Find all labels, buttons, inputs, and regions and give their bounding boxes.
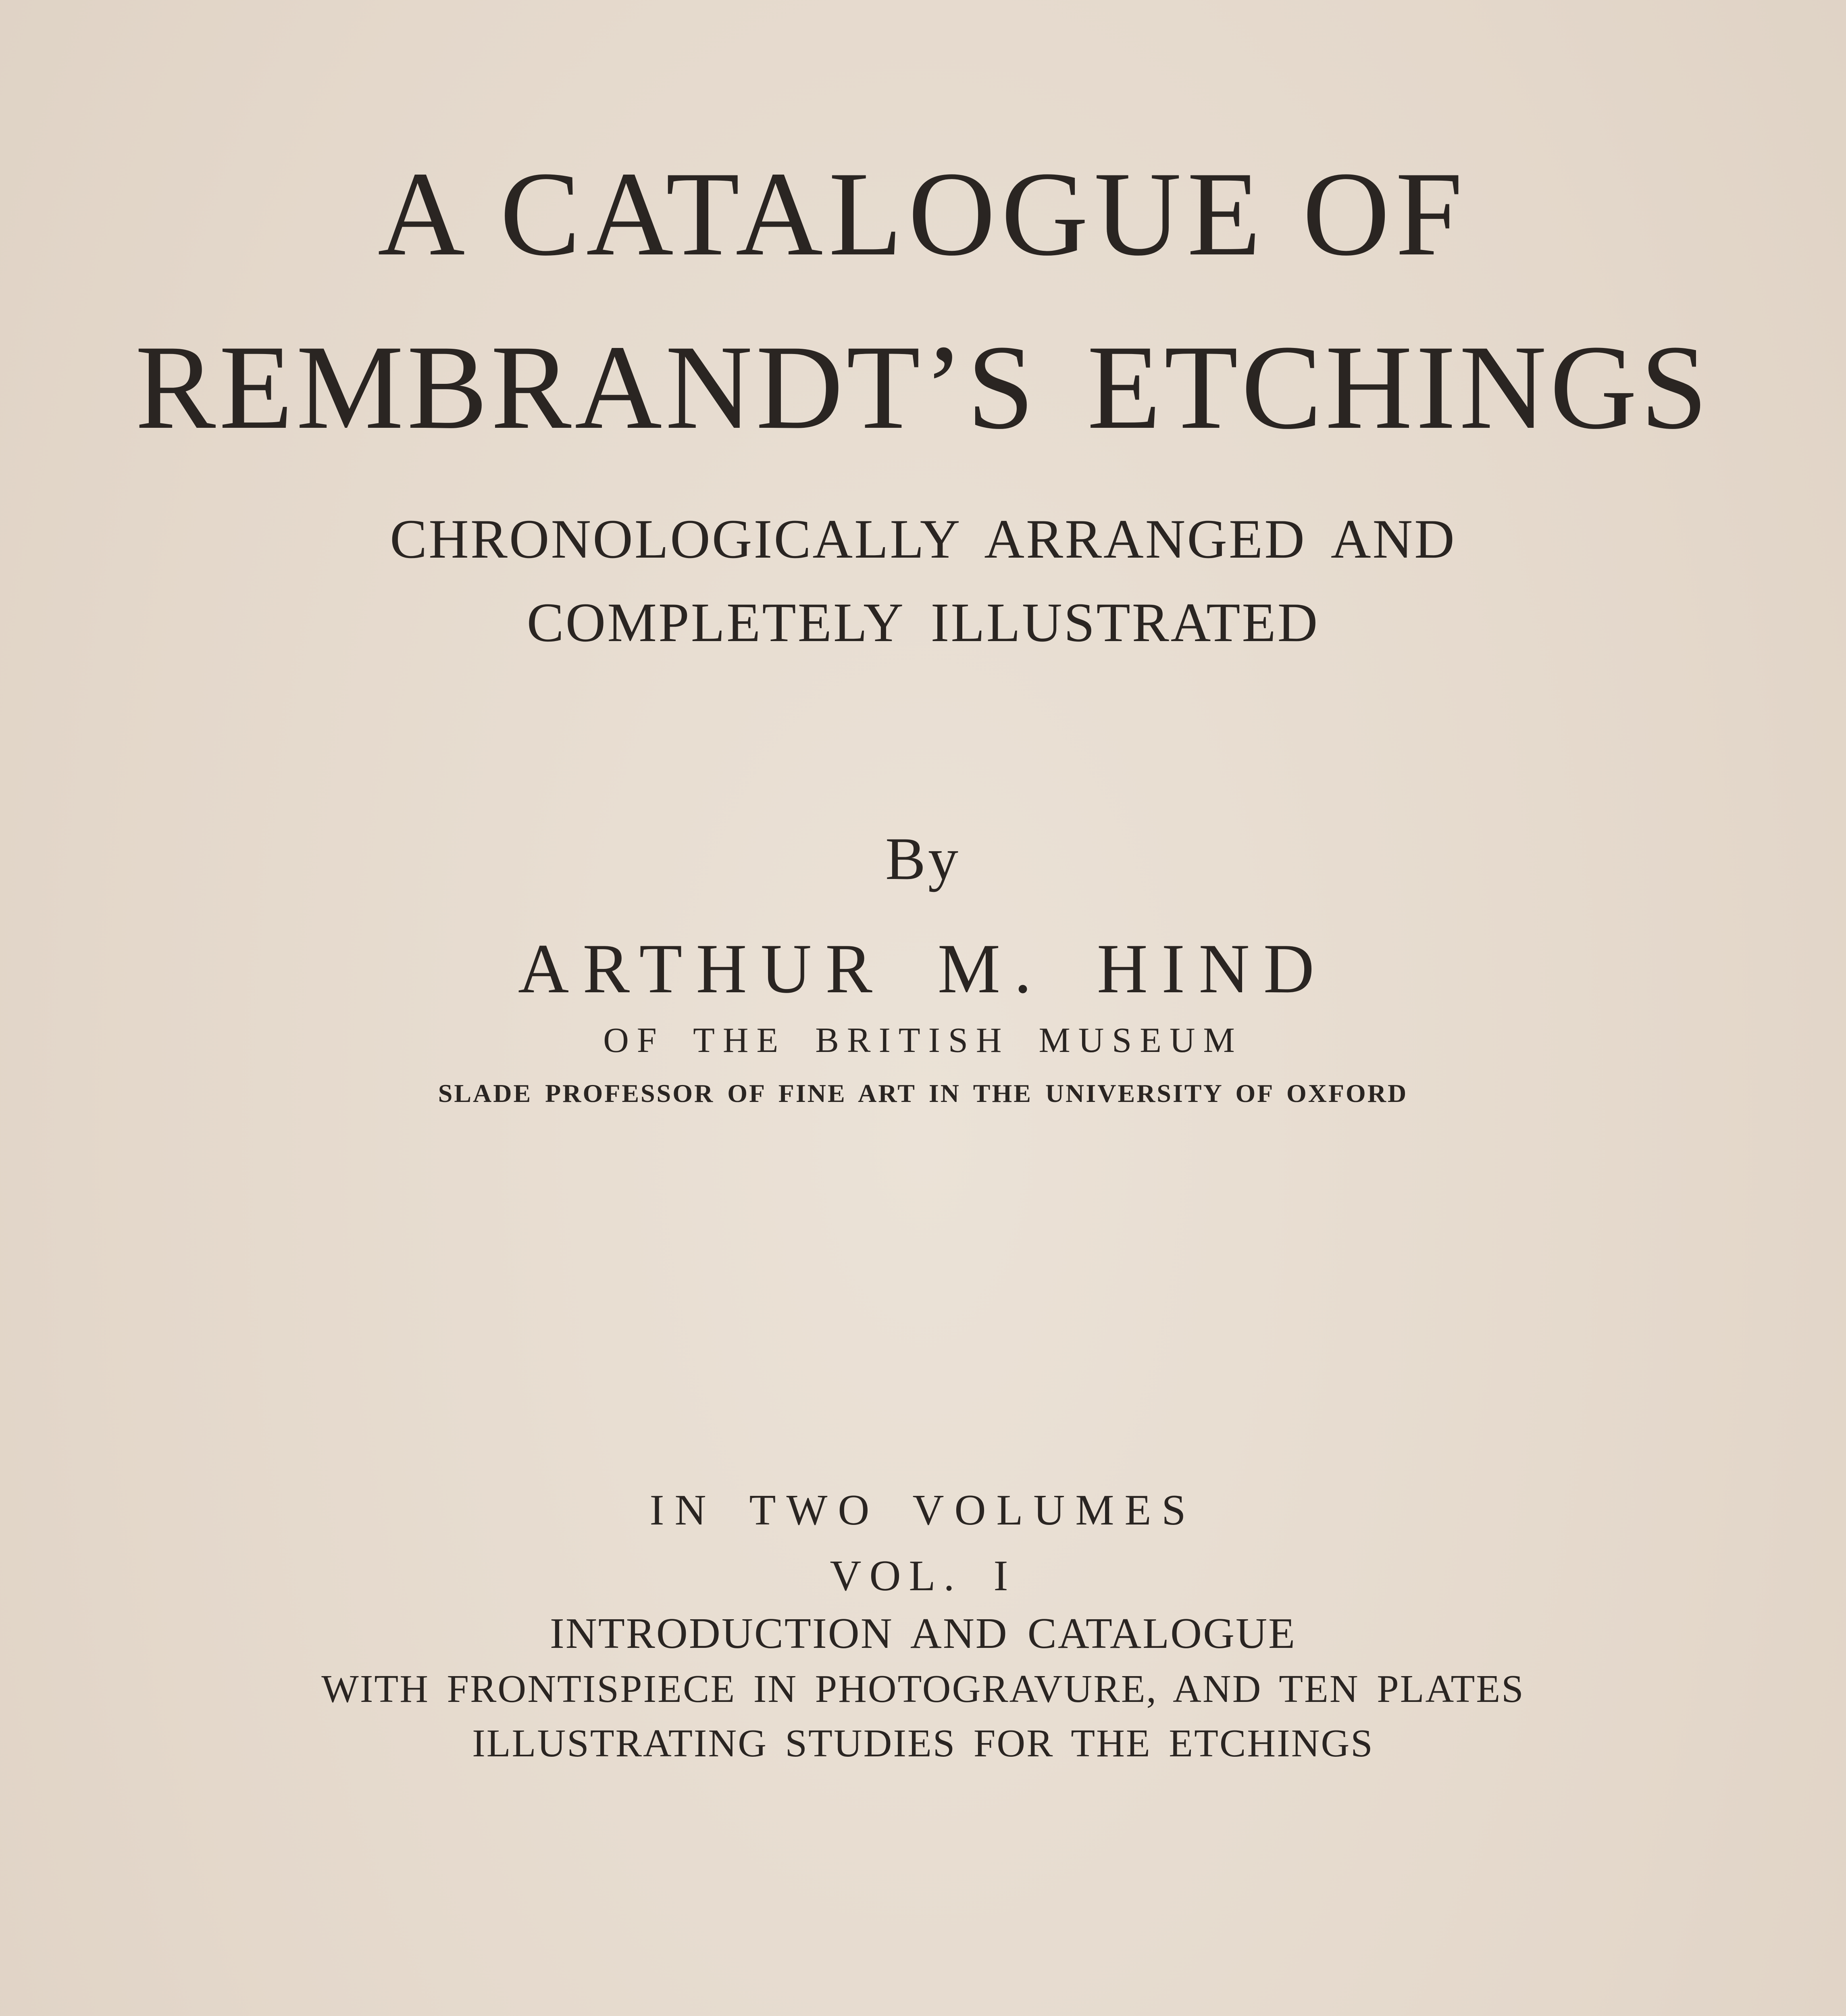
volume-illustrating: ILLUSTRATING STUDIES FOR THE ETCHINGS [472, 1722, 1374, 1765]
title-line-2: REMBRANDT’S ETCHINGS [135, 320, 1711, 454]
volume-count: IN TWO VOLUMES [649, 1486, 1197, 1534]
title-line-1: A CATALOGUE OF [377, 147, 1469, 281]
volume-number: VOL. I [830, 1552, 1016, 1600]
author-name: ARTHUR M. HIND [518, 929, 1328, 1008]
subtitle-line-2: COMPLETELY ILLUSTRATED [527, 591, 1319, 653]
author-affiliation-2: SLADE PROFESSOR OF FINE ART IN THE UNIVERSITY OF OXFORD [438, 1079, 1408, 1108]
volume-contents: INTRODUCTION AND CATALOGUE [549, 1610, 1297, 1658]
volume-frontispiece: WITH FRONTISPIECE IN PHOTOGRAVURE, AND TEN PLATES [321, 1667, 1525, 1711]
author-affiliation-1: OF THE BRITISH MUSEUM [603, 1021, 1243, 1060]
by-label: By [885, 825, 961, 892]
subtitle-line-1: CHRONOLOGICALLY ARRANGED AND [390, 508, 1456, 570]
